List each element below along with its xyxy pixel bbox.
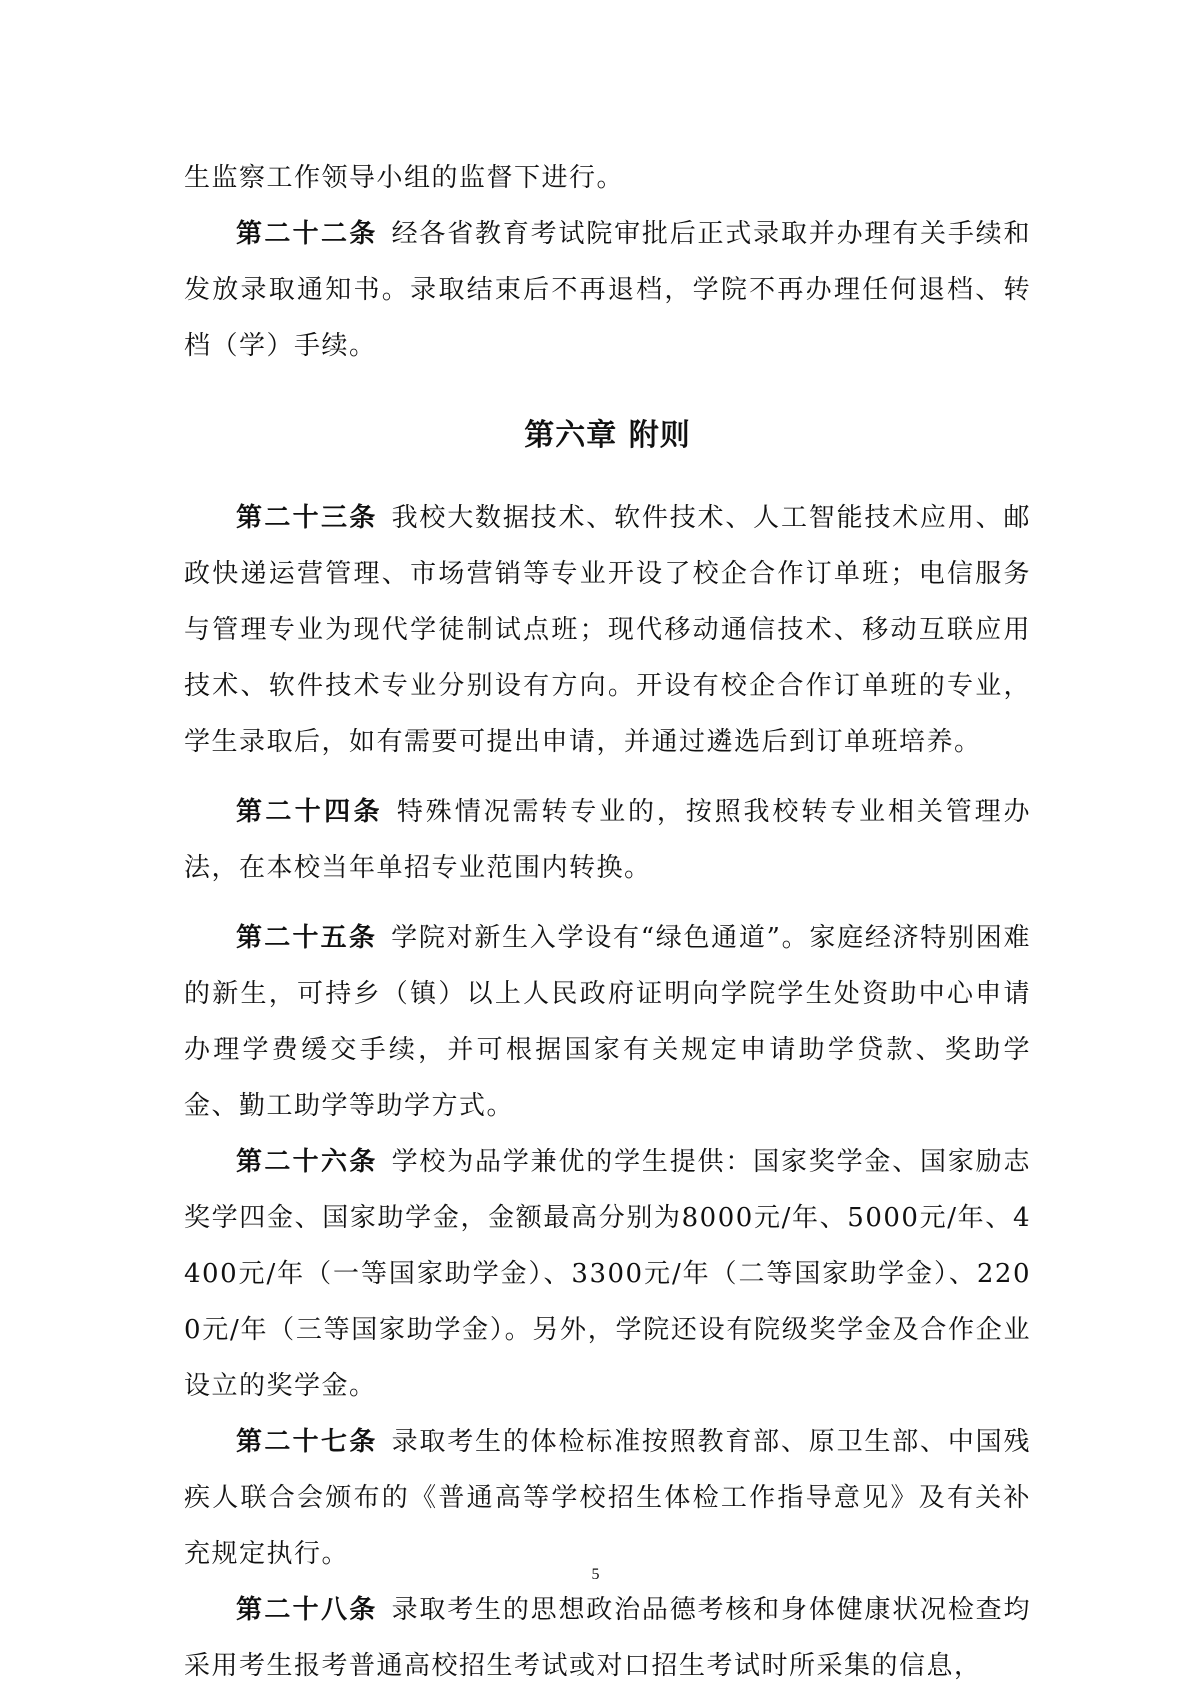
article-number: 第二十四条: [236, 797, 383, 827]
article-number: 第二十二条: [236, 219, 378, 249]
article-text: 我校大数据技术、软件技术、人工智能技术应用、邮政快递运营管理、市场营销等专业开设了校企合作订单班；电信服务与管理专业为现代学徒制试点班；现代移动通信技术、移动互联应用技术、软件技术专业分别设有方向。开设有校企合作订单班的专业，学生录取后，如有需要可提出申请，并通过遴选后到订单班培养。: [184, 503, 1031, 757]
article-number: 第二十五条: [236, 923, 378, 953]
article-text: 特殊情况需转专业的，按照我校转专业相关管理办法，在本校当年单招专业范围内转换。: [184, 797, 1031, 883]
paragraph-text: 生监察工作领导小组的监督下进行。: [184, 163, 625, 193]
article-number: 第二十三条: [236, 503, 378, 533]
article-27: [184, 1414, 1031, 1582]
article-26: [184, 1134, 1031, 1414]
article-text: 录取考生的思想政治品德考核和身体健康状况检查均采用考生报考普通高校招生考试或对口招生考试时所采集的信息，: [184, 1595, 1031, 1681]
article-25: [184, 910, 1031, 1134]
paragraph-continuation: [184, 150, 1031, 206]
article-22: [184, 206, 1031, 374]
article-24: [184, 784, 1031, 896]
article-23: [184, 490, 1031, 770]
article-text: 经各省教育考试院审批后正式录取并办理有关手续和发放录取通知书。录取结束后不再退档，学院不再办理任何退档、转档（学）手续。: [184, 219, 1031, 361]
chapter-heading: 第六章 附则: [524, 418, 691, 453]
article-text: 录取考生的体检标准按照教育部、原卫生部、中国残疾人联合会颁布的《普通高等学校招生体检工作指导意见》及有关补充规定执行。: [184, 1427, 1031, 1569]
page-number: 5: [591, 1566, 600, 1583]
article-number: 第二十七条: [236, 1427, 378, 1457]
article-text: 学院对新生入学设有“绿色通道”。家庭经济特别困难的新生，可持乡（镇）以上人民政府证明向学院学生处资助中心申请办理学费缓交手续，并可根据国家有关规定申请助学贷款、奖助学金、勤工助学等助学方式。: [184, 923, 1031, 1121]
article-number: 第二十六条: [236, 1147, 378, 1177]
article-number: 第二十八条: [236, 1595, 378, 1625]
article-28: [184, 1582, 1031, 1694]
article-text: 学校为品学兼优的学生提供：国家奖学金、国家励志奖学四金、国家助学金，金额最高分别为8000元/年、5000元/年、4400元/年（一等国家助学金）、3300元/年（二等国家助学金）、2200元/年（三等国家助学金）。另外，学院还设有院级奖学金及合作企业设立的奖学金。: [184, 1147, 1031, 1401]
